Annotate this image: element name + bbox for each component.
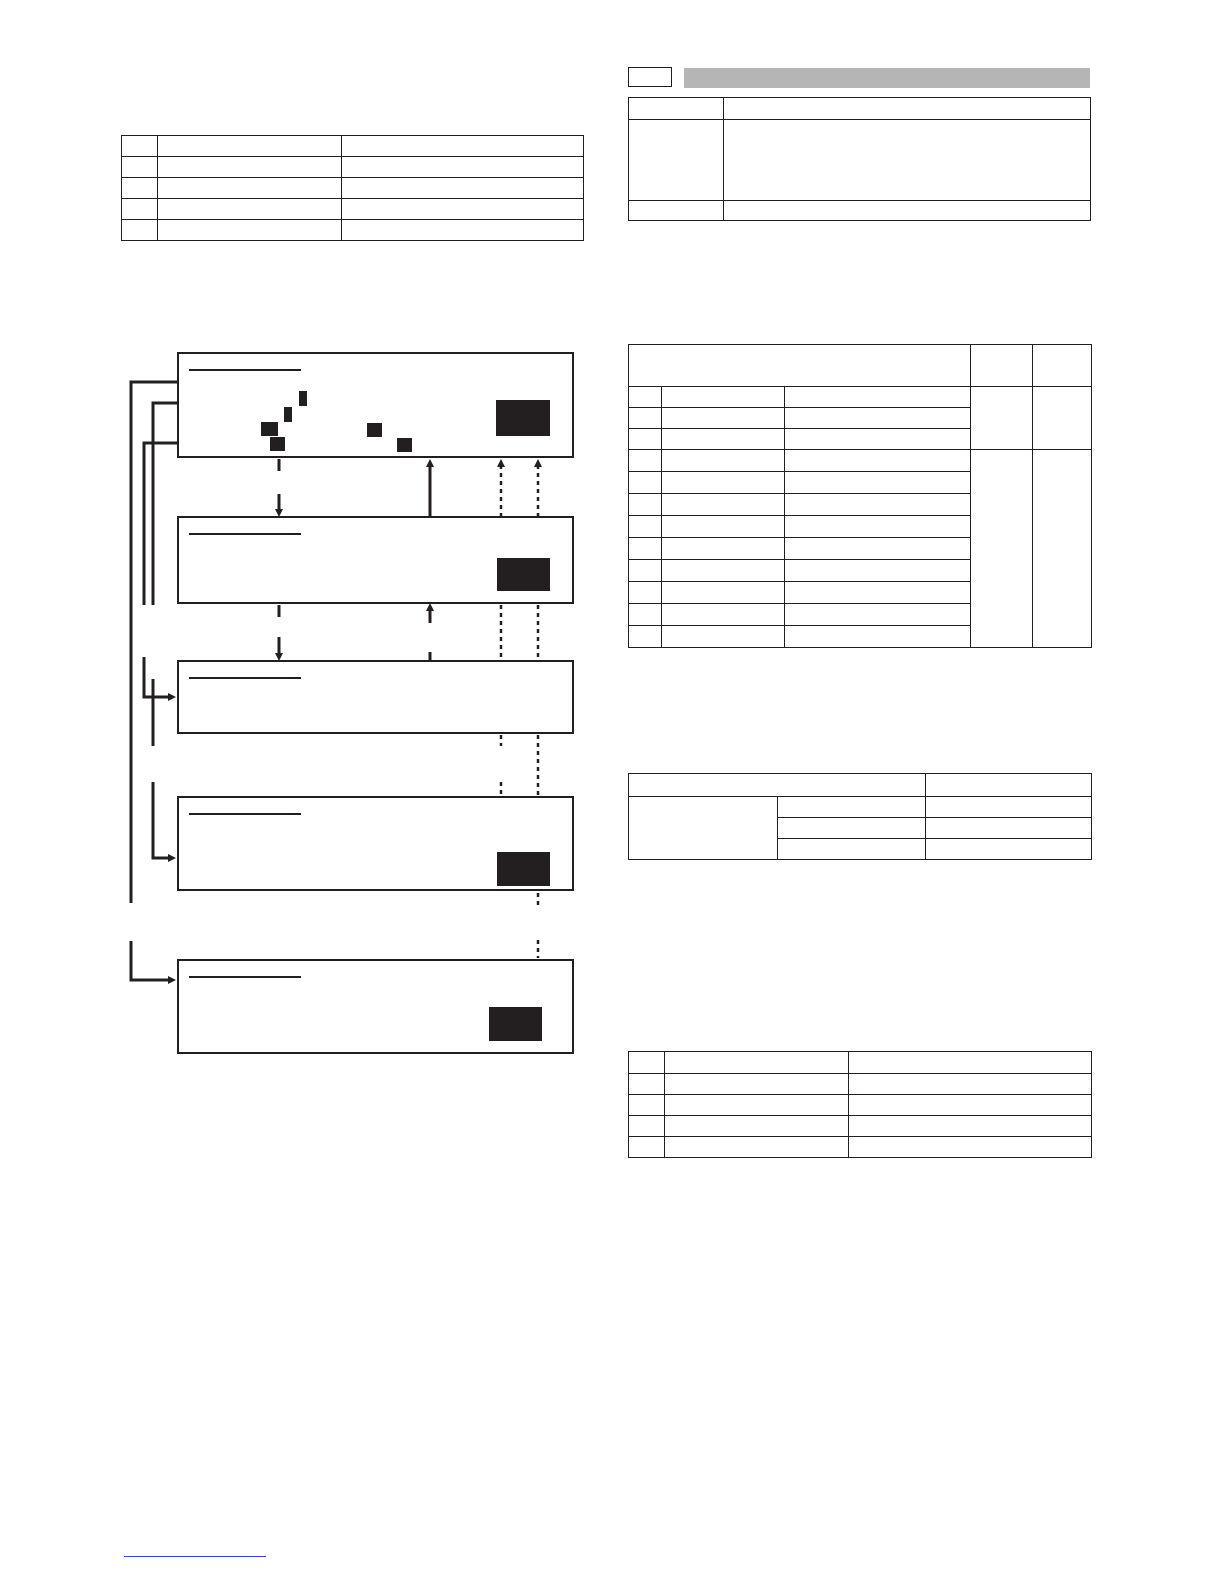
- table-row: [629, 1052, 1092, 1074]
- connector-line: [153, 782, 172, 858]
- table-row: [629, 1074, 1092, 1095]
- table-row: [629, 120, 1091, 201]
- footer-link[interactable]: [124, 1556, 266, 1557]
- connector-line: [131, 941, 172, 980]
- section-number-box: [628, 67, 672, 87]
- connector-line: [144, 443, 178, 605]
- table-right-lower: [628, 773, 1092, 860]
- table-right-top: [628, 97, 1091, 221]
- table-header-row: [629, 345, 1092, 387]
- table-row: [629, 98, 1091, 120]
- table-row: [629, 387, 1092, 408]
- section-title-bar: [684, 68, 1090, 88]
- table-row: [629, 1116, 1092, 1137]
- table-row: [629, 797, 1092, 818]
- table-right-middle: [628, 344, 1092, 648]
- connector-line: [144, 657, 172, 697]
- connector-line: [153, 403, 178, 605]
- table-right-bottom: [628, 1051, 1092, 1158]
- table-row: [629, 1095, 1092, 1116]
- table-header-row: [629, 774, 1092, 797]
- table-row: [629, 1137, 1092, 1158]
- table-row: [629, 450, 1092, 472]
- table-row: [629, 201, 1091, 221]
